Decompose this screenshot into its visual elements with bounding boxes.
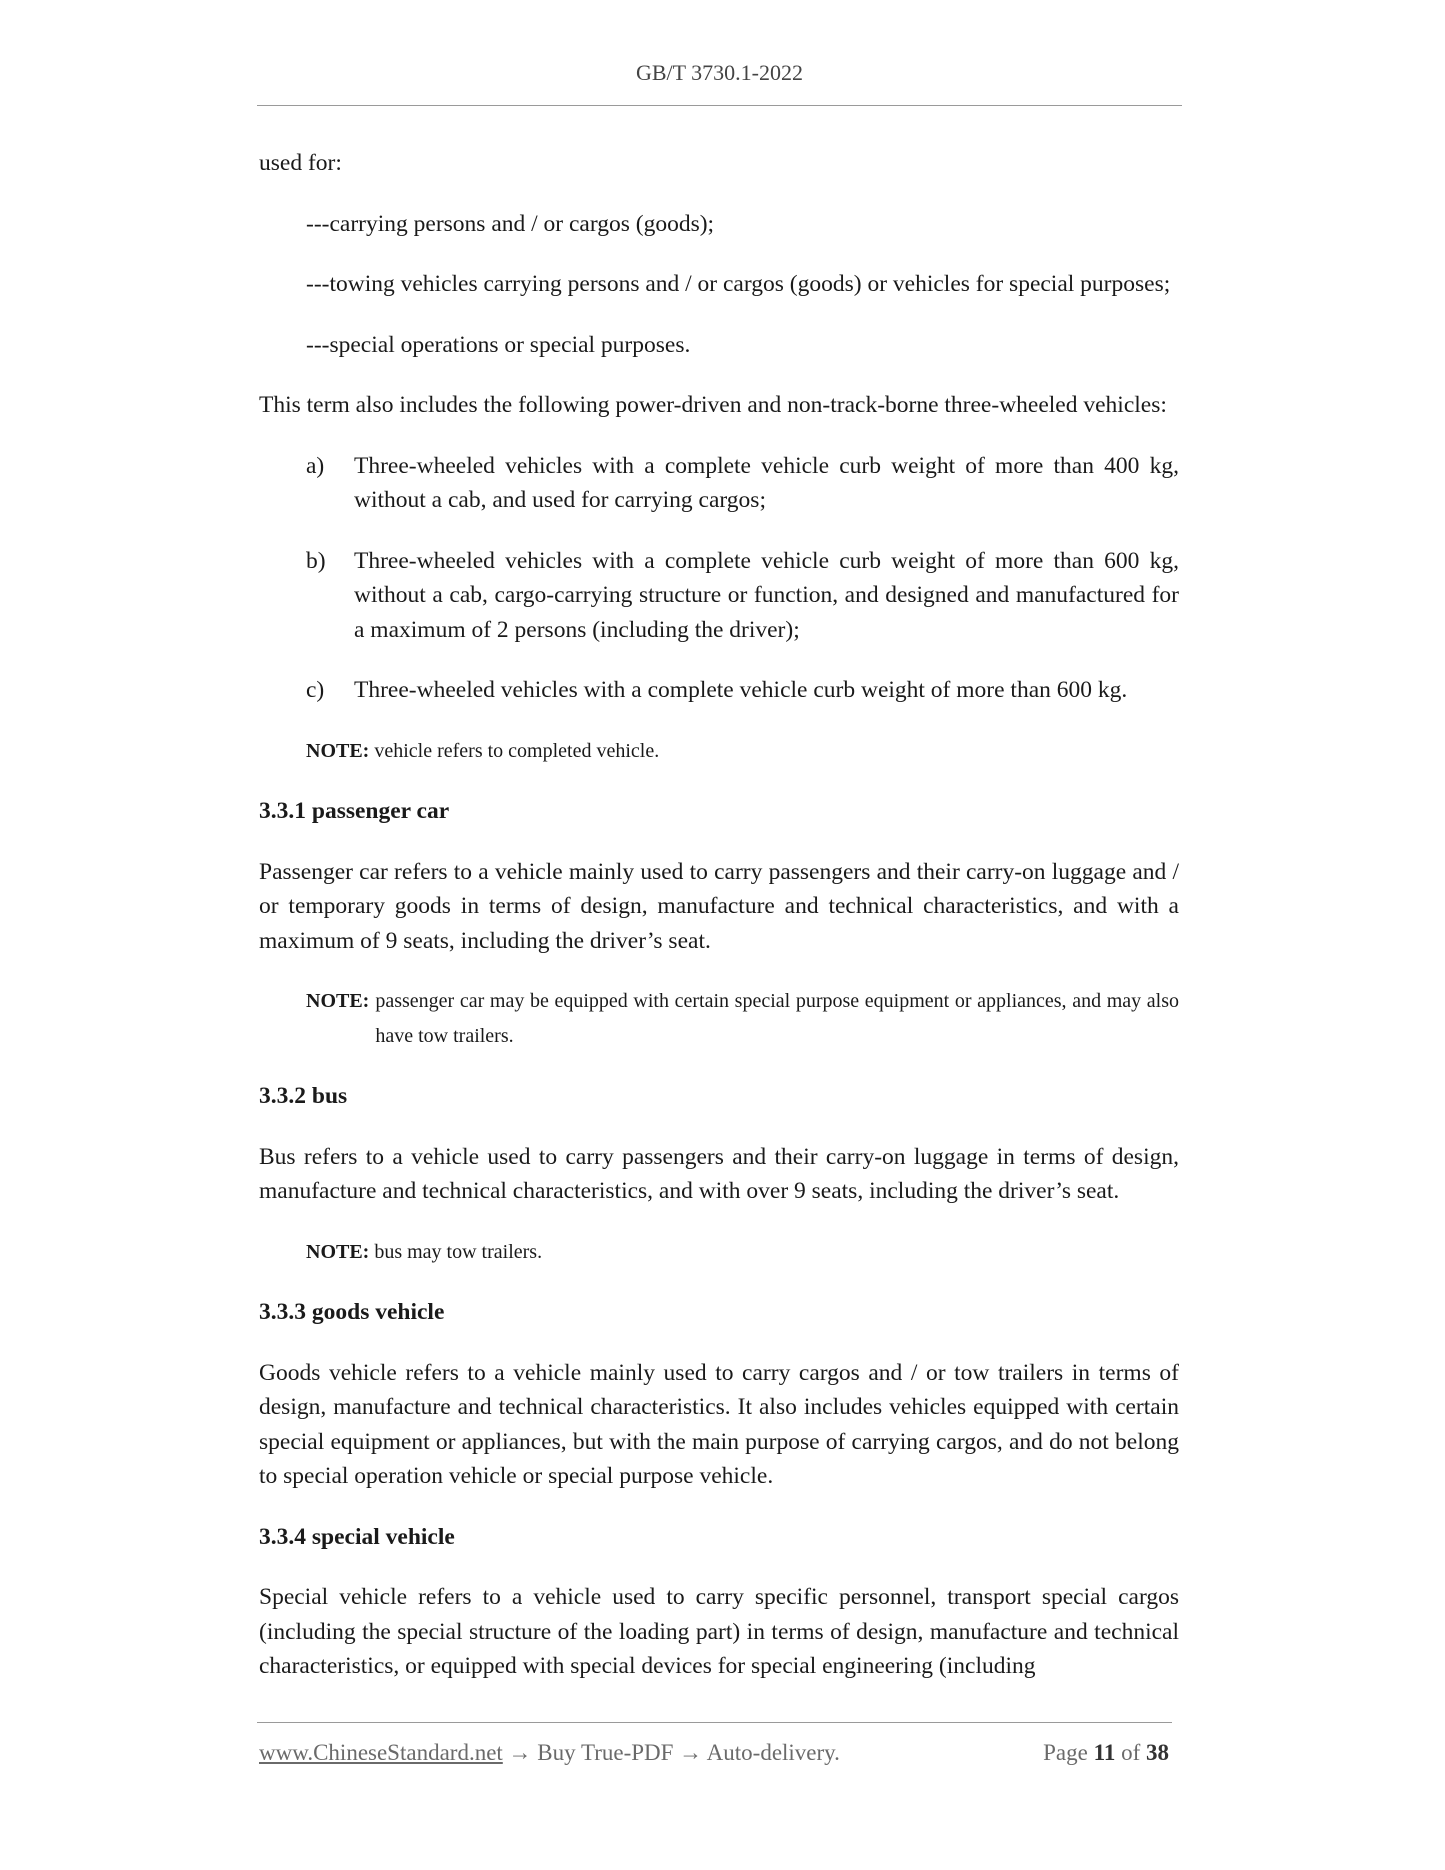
page-word: Page: [1043, 1740, 1088, 1765]
section-heading-3-3-3: 3.3.3 goods vehicle: [259, 1299, 445, 1325]
section-body-3-3-2: Bus refers to a vehicle used to carry passengers and their carry-on luggage in terms of design, manufacture and technical characteristics, and with over 9 seats, including the driver’s seat.: [259, 1143, 1179, 1204]
list-text: Three-wheeled vehicles with a complete vehicle curb weight of more than 600 kg.: [354, 677, 1128, 703]
list-item-b: [306, 544, 1179, 648]
note-label: NOTE:: [306, 1240, 370, 1263]
page-indicator: [1043, 1740, 1169, 1766]
page-total: 38: [1146, 1740, 1169, 1765]
header-divider: [257, 105, 1182, 106]
list-label: a): [306, 452, 325, 479]
note-label: NOTE:: [306, 739, 370, 762]
page-footer: [259, 1740, 1169, 1766]
use-item-2: ---towing vehicles carrying persons and / or cargos (goods) or vehicles for special purposes;: [306, 271, 1171, 297]
section-heading-3-3-1: 3.3.1 passenger car: [259, 798, 450, 824]
note-text: vehicle refers to completed vehicle.: [374, 739, 660, 762]
list-text: Three-wheeled vehicles with a complete vehicle curb weight of more than 400 kg, without a cab, and used for carrying cargos;: [354, 452, 1179, 513]
list-item-c: [306, 673, 1179, 708]
of-word: of: [1121, 1740, 1141, 1765]
note-text: passenger car may be equipped with certain special purpose equipment or appliances, and may also have tow trailers.: [375, 990, 1179, 1047]
list-label: b): [306, 547, 326, 574]
page-header: GB/T 3730.1-2022: [635, 60, 804, 85]
document-body: [259, 146, 1179, 1710]
page-number: 11: [1093, 1740, 1116, 1765]
use-item-1: ---carrying persons and / or cargos (goods);: [306, 210, 715, 237]
note-bus: [306, 1235, 1179, 1270]
list-item-a: [306, 449, 1179, 518]
footer-promo: [259, 1740, 840, 1766]
note-passenger-car: [306, 984, 1179, 1053]
footer-divider: [257, 1722, 1172, 1723]
list-text: Three-wheeled vehicles with a complete vehicle curb weight of more than 600 kg, without a cab, cargo-carrying structure or function, and designed and manufactured for a maximum of 2 persons (including the driver);: [354, 547, 1179, 643]
use-item-3: ---special operations or special purposes.: [306, 331, 691, 358]
note-text: bus may tow trailers.: [374, 1240, 543, 1263]
section-body-3-3-4: Special vehicle refers to a vehicle used to carry specific personnel, transport special cargos (including the special structure of the loading part) in terms of design, manufacture and technical characteristics, or equipped with special devices for special engineering (including: [259, 1584, 1179, 1679]
list-label: c): [306, 677, 325, 703]
section-body-3-3-3: Goods vehicle refers to a vehicle mainly used to carry cargos and / or tow trailers in terms of design, manufacture and technical characteristics. It also includes vehicles equipped with certain special equipment or appliances, but with the main purpose of carrying cargos, and do not belong to special operation vehicle or special purpose vehicle.: [259, 1359, 1179, 1489]
note-label: NOTE:: [306, 990, 370, 1012]
section-heading-3-3-2: 3.3.2 bus: [259, 1083, 348, 1109]
note-vehicle: [306, 734, 1179, 769]
section-body-3-3-1: Passenger car refers to a vehicle mainly used to carry passengers and their carry-on luggage and / or temporary goods in terms of design, manufacture and technical characteristics, and with a maximum of 9 seats, including the driver’s seat.: [259, 858, 1179, 954]
website-link[interactable]: www.ChineseStandard.net: [259, 1740, 503, 1765]
section-heading-3-3-4: 3.3.4 special vehicle: [259, 1523, 455, 1550]
intro-text: used for:: [259, 150, 342, 176]
footer-promo-text: → Buy True-PDF → Auto-delivery.: [502, 1740, 840, 1765]
three-wheeled-intro: This term also includes the following power-driven and non-track-borne three-wheeled vehicles:: [259, 392, 1167, 418]
